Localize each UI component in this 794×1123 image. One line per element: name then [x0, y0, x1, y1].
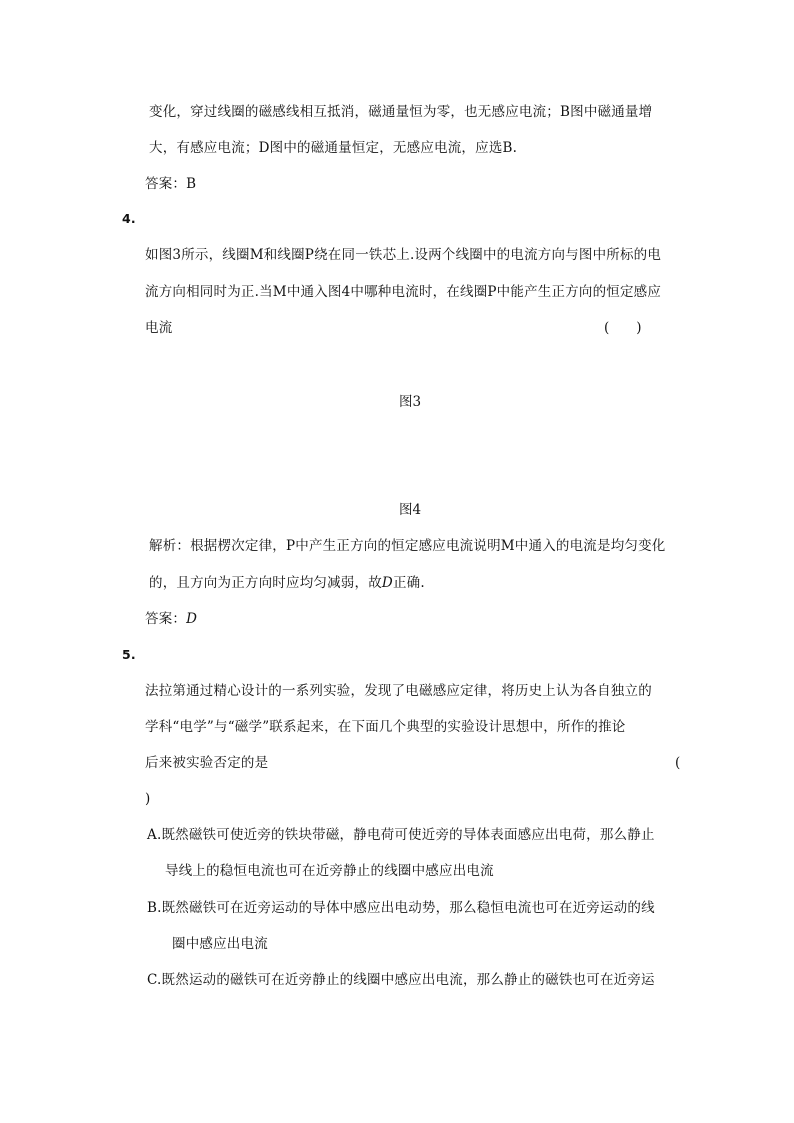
figure-4-caption: 图4 [399, 502, 422, 518]
analysis-option-letter: D [381, 575, 393, 591]
question-4-analysis-line-1: 解析：根据楞次定律，P中产生正方向的恒定感应电流说明M中通入的电流是均匀变化 [149, 538, 666, 554]
question-5-paren-open: ( [675, 755, 681, 771]
prev-answer: 答案：B [145, 176, 197, 192]
prev-analysis-line-2: 大，有感应电流；D图中的磁通量恒定，无感应电流，应选B. [149, 140, 518, 156]
prev-analysis-line-1: 变化，穿过线圈的磁感线相互抵消，磁通量恒为零，也无感应电流；B图中磁通量增 [149, 104, 653, 120]
option-a-line-2: 导线上的稳恒电流也可在近旁静止的线圈中感应出电流 [165, 863, 494, 879]
question-4-stem-line-2: 流方向相同时为正.当M中通入图4中哪种电流时，在线圈P中能产生正方向的恒定感应 [145, 284, 662, 300]
option-c-line-1: C.既然运动的磁铁可在近旁静止的线圈中感应出电流，那么静止的磁铁也可在近旁运 [147, 972, 655, 988]
question-5-stem-line-1: 法拉第通过精心设计的一系列实验，发现了电磁感应定律，将历史上认为各自独立的 [145, 683, 652, 699]
option-a-line-1: A.既然磁铁可使近旁的铁块带磁，静电荷可使近旁的导体表面感应出电荷，那么静止 [147, 827, 655, 843]
option-b-line-1: B.既然磁铁可在近旁运动的导体中感应出电动势，那么稳恒电流也可在近旁运动的线 [147, 900, 655, 916]
question-4-analysis-line-2 [149, 574, 425, 592]
question-4-stem-line-1: 如图3所示，线圈M和线圈P绕在同一铁芯上.设两个线圈中的电流方向与图中所标的电 [145, 247, 662, 263]
question-5-stem-line-2: 学科“电学”与“磁学”联系起来，在下面几个典型的实验设计思想中，所作的推论 [145, 719, 626, 735]
question-5-stem-line-3: 后来被实验否定的是 [145, 755, 269, 771]
answer-letter: D [186, 611, 198, 627]
question-4-answer-blank: ( ) [604, 320, 642, 336]
answer-prefix: 答案： [145, 611, 187, 627]
analysis-text-end: 正确. [392, 575, 425, 591]
analysis-text: 的，且方向为正方向时应均匀减弱，故 [149, 575, 382, 591]
option-b-line-2: 圈中感应出电流 [172, 936, 268, 952]
figure-3-caption: 图3 [399, 394, 422, 410]
question-4-stem-line-3: 电流 [145, 320, 173, 336]
question-5-number: 5. [122, 647, 136, 662]
question-4-answer [145, 610, 197, 628]
question-5-paren-close: ) [145, 791, 151, 807]
question-4-number: 4. [122, 211, 136, 226]
